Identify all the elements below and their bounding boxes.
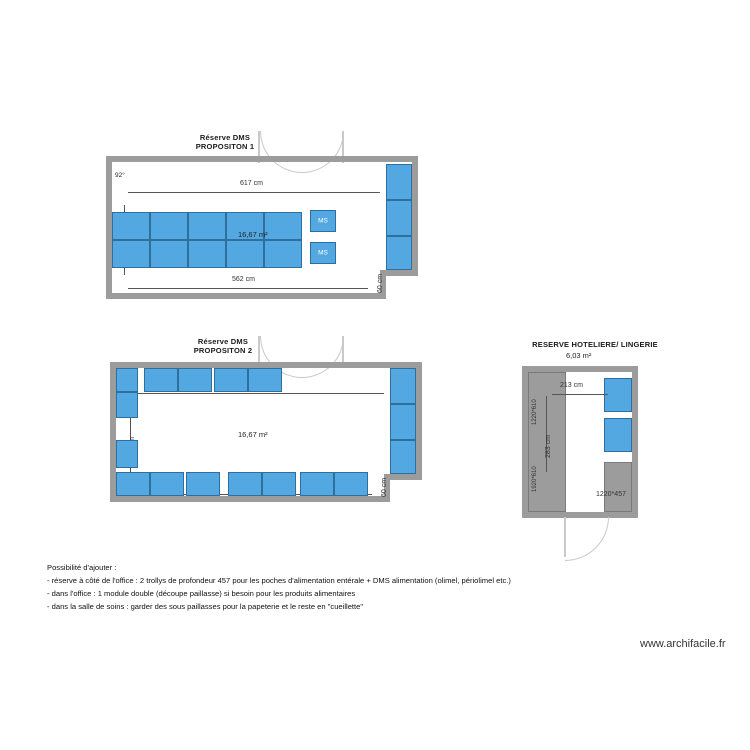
- notes-line-1: Possibilité d'ajouter :: [47, 563, 117, 572]
- plan1-unit-right: [386, 200, 412, 236]
- plan3-dim-top-line: [552, 394, 608, 395]
- plan2-unit-left: [116, 392, 138, 418]
- plan1-unit-ms-2: [310, 242, 336, 264]
- plan3-dim-left-line: [546, 396, 547, 472]
- plan2-title-line2: PROPOSITON 2: [193, 346, 253, 355]
- plan2-unit-top: [178, 368, 212, 392]
- plan1-wall-top: [106, 156, 418, 162]
- plan1-unit: [112, 212, 150, 240]
- plan2-unit-right: [390, 440, 416, 474]
- plan2-unit-top: [248, 368, 282, 392]
- plan3-door-leaf: [564, 517, 566, 557]
- plan1-unit-right: [386, 236, 412, 270]
- notes-line-3: - dans l'office : 1 module double (découpe paillasse) si besoin pour les produits alimentaires: [47, 589, 356, 598]
- plan1-title-line2: PROPOSITON 1: [195, 142, 255, 151]
- plan2-unit-right: [390, 404, 416, 440]
- plan1-unit: [150, 212, 188, 240]
- plan1-dim-top: 617 cm: [240, 180, 263, 187]
- plan3-unit-right: [604, 378, 632, 412]
- plan1-unit: [264, 212, 302, 240]
- plan3-area-label: 6,03 m²: [566, 351, 592, 360]
- plan1-dim-right-small: 60 cm: [377, 273, 384, 293]
- plan1-unit: [112, 240, 150, 268]
- plan2-unit-bottom: [150, 472, 184, 496]
- plan3-label-top-left: 1220*610: [532, 399, 538, 425]
- plan1-area-label: 16,67 m²: [238, 230, 268, 239]
- plan2-unit-bottom: [116, 472, 150, 496]
- plan2-unit-right: [390, 368, 416, 404]
- plan1-dim-top-line: [128, 192, 380, 193]
- plan1-unit-right: [386, 164, 412, 200]
- plan2-dim-right-small: 60 cm: [381, 477, 388, 497]
- plan1-unit: [226, 240, 264, 268]
- plan1-unit-label: MS: [318, 249, 328, 257]
- plan1-wall-bottom: [106, 293, 386, 299]
- plan2-unit-bottom: [262, 472, 296, 496]
- plan1-angle-left: 92°: [115, 172, 125, 179]
- plan2-unit-bottom: [186, 472, 220, 496]
- plan2-door-arc-right: [302, 336, 344, 378]
- plan2-unit-top: [144, 368, 178, 392]
- plan1-unit: [188, 240, 226, 268]
- notes-line-2: - réserve à côté de l'office : 2 trollys de profondeur 457 pour les poches d'alimentation entérale + DMS alimentation (olimel, périolimel etc.): [47, 576, 511, 585]
- plan1-unit-ms-1: [310, 210, 336, 232]
- plan1-unit-label: MS: [318, 217, 328, 225]
- plan2-unit-bottom: [228, 472, 262, 496]
- watermark: www.archifacile.fr: [640, 638, 726, 650]
- plan2-unit-left: [116, 440, 138, 468]
- plan2-unit-top: [214, 368, 248, 392]
- plan1-title-line1: Réserve DMS: [199, 133, 251, 142]
- plan3-title: RESERVE HOTELIERE/ LINGERIE: [532, 340, 658, 349]
- plan2-dim-top-line: [132, 393, 384, 394]
- plan3-dim-top: 213 cm: [560, 382, 583, 389]
- plan2-area-label: 16,67 m²: [238, 430, 268, 439]
- plan2-wall-right: [416, 362, 422, 480]
- plan2-unit-bottom: [300, 472, 334, 496]
- plan1-dim-bottom-line: [128, 288, 368, 289]
- plan2-title-line1: Réserve DMS: [197, 337, 249, 346]
- plan1-unit: [150, 240, 188, 268]
- notes-line-4: - dans la salle de soins : garder des sous paillasses pour la papeterie et le reste en "cueillette": [47, 602, 364, 611]
- plan3-label-mid-left: 1920*610: [532, 466, 538, 492]
- plan1-unit: [264, 240, 302, 268]
- plan3-dim-left: 283 cm: [545, 435, 552, 458]
- plan2-unit-top: [116, 368, 138, 392]
- plan3-wall-right: [632, 366, 638, 518]
- plan3-door-arc: [565, 517, 609, 561]
- plan2-wall-bottom: [110, 496, 390, 502]
- plan1-door-arc-right: [302, 131, 344, 173]
- plan1-unit: [188, 212, 226, 240]
- plan1-wall-right: [412, 156, 418, 276]
- plan1-door-arc-left: [260, 131, 302, 173]
- plan2-unit-bottom: [334, 472, 368, 496]
- plan3-unit-bottom-right-grey: [604, 462, 632, 512]
- plan1-dim-bottom: 562 cm: [232, 276, 255, 283]
- plan3-label-bottom-right: 1220*457: [596, 491, 626, 498]
- plan3-unit-right: [604, 418, 632, 452]
